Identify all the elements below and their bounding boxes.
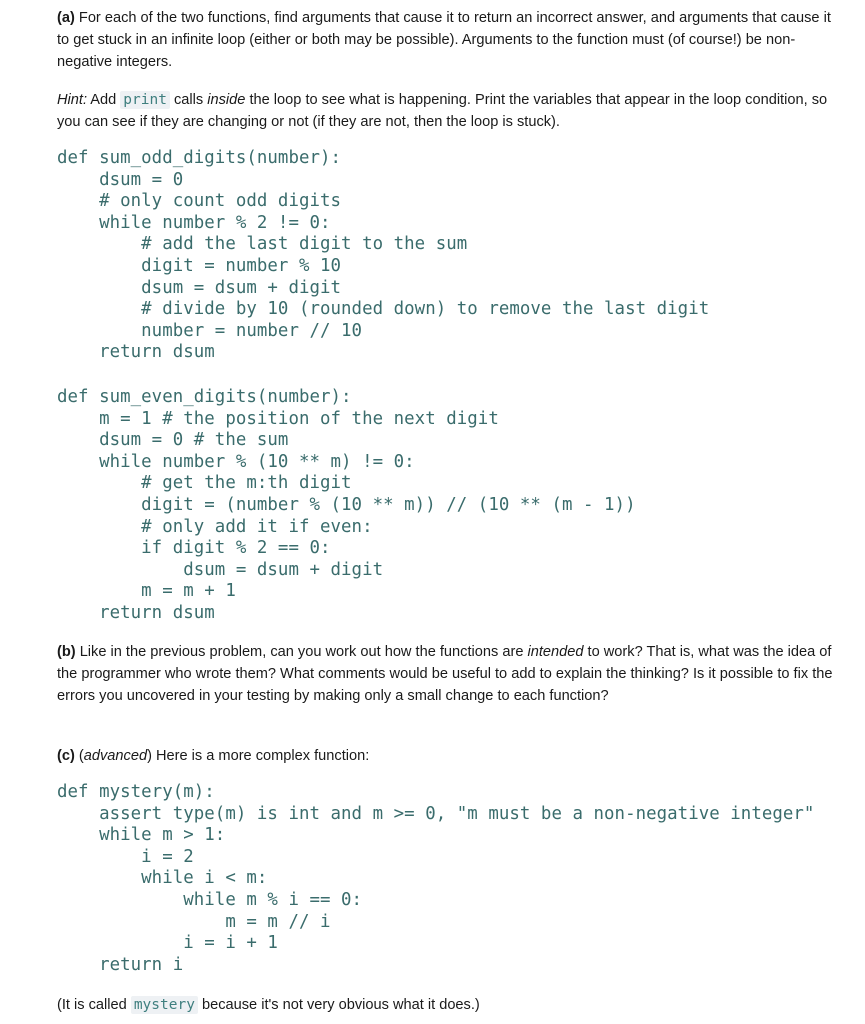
footer-text-2: because it's not very obvious what it does.) [197,997,480,1013]
part-c-open: ( [74,748,84,764]
code-sum-odd-digits: def sum_odd_digits(number): dsum = 0 # only count odd digits while number % 2 != 0: # add the last digit to the sum digit = number % 10 dsum = dsum + digit # divide by 10 (rounded down) to remove the last digit number = number // 10 return dsum [57,148,710,363]
part-a-label: (a) [57,10,75,26]
hint-text-2: calls [169,92,208,108]
hint-text-3: the loop to see what is happening. Print the variables that appear in the loop condition, so you can see if they are changing or not (if they are not, then the loop is stuck). [57,92,828,130]
part-a-paragraph [57,8,837,73]
hint-paragraph [57,90,847,134]
part-c-paragraph [57,746,837,768]
hint-label: Hint: [57,92,88,108]
hint-emphasis: inside [207,92,246,108]
part-c-text: ) Here is a more complex function: [147,748,370,764]
print-code: print [120,91,170,109]
part-b-text-1: Like in the previous problem, can you work out how the functions are [75,644,528,660]
footer-paragraph [57,995,837,1017]
mystery-code: mystery [131,996,198,1014]
part-c-label: (c) [57,748,75,764]
part-b-paragraph [57,642,837,707]
code-mystery: def mystery(m): assert type(m) is int and m >= 0, "m must be a non-negative integer" while m > 1: i = 2 while i < m: while m % i == 0: m = m // i i = i + 1 return i [57,782,815,975]
code-sum-even-digits: def sum_even_digits(number): m = 1 # the position of the next digit dsum = 0 # the sum while number % (10 ** m) != 0: # get the m:th digit digit = (number % (10 ** m)) // (10 ** (m - 1)) # only add it if even: if digit % 2 == 0: dsum = dsum + digit m = m + 1 return dsum [57,387,636,623]
hint-text-1: Add [87,92,121,108]
footer-text-1: (It is called [57,997,131,1013]
part-b-emphasis: intended [527,644,584,660]
part-b-label: (b) [57,644,76,660]
part-c-emphasis: advanced [83,748,148,764]
part-a-text: For each of the two functions, find arguments that cause it to return an incorrect answer, and arguments that cause it to get stuck in an infinite loop (either or both may be possible). Arguments to the function must (of course!) be non-negative integers. [57,10,831,70]
part-b-text-2: to work? That is, what was the idea of the programmer who wrote them? What comments would be useful to add to explain the thinking? Is it possible to fix the errors you uncovered in your testing by making only a small change to each function? [57,644,833,704]
